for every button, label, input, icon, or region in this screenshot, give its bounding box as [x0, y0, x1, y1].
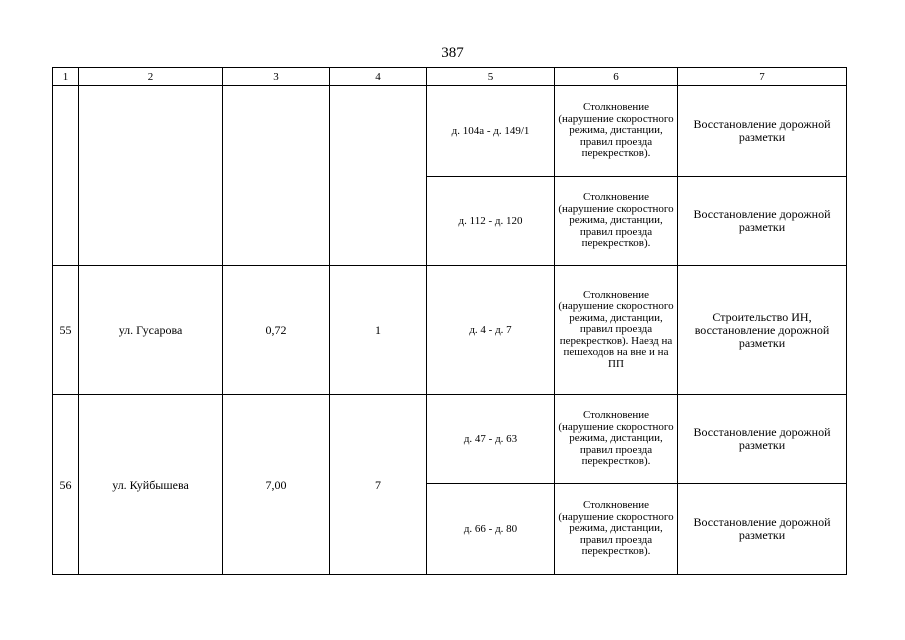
road-safety-table [52, 67, 847, 575]
accident-cell: Столкновение (нарушение скоростного режима, дистанции, правил проезда перекрестков). [555, 484, 678, 575]
count-cell: 1 [330, 266, 427, 395]
section-cell: д. 47 - д. 63 [427, 395, 555, 484]
section-cell: д. 104а - д. 149/1 [427, 86, 555, 177]
remedy-cell: Восстановление дорожной разметки [678, 484, 847, 575]
page-number: 387 [441, 45, 464, 61]
section-cell: д. 112 - д. 120 [427, 177, 555, 266]
header-cell: 2 [79, 68, 223, 86]
accident-cell: Столкновение (нарушение скоростного режима, дистанции, правил проезда перекрестков). [555, 86, 678, 177]
row-number-cell: 56 [53, 395, 79, 575]
header-cell: 3 [223, 68, 330, 86]
length-cell: 0,72 [223, 266, 330, 395]
header-cell: 1 [53, 68, 79, 86]
header-row [53, 68, 847, 86]
empty-cell [330, 86, 427, 266]
section-cell: д. 66 - д. 80 [427, 484, 555, 575]
accident-cell: Столкновение (нарушение скоростного режима, дистанции, правил проезда перекрестков). [555, 395, 678, 484]
remedy-cell: Строительство ИН, восстановление дорожной разметки [678, 266, 847, 395]
remedy-cell: Восстановление дорожной разметки [678, 177, 847, 266]
section-cell: д. 4 - д. 7 [427, 266, 555, 395]
remedy-cell: Восстановление дорожной разметки [678, 86, 847, 177]
accident-cell: Столкновение (нарушение скоростного режима, дистанции, правил проезда перекрестков). [555, 177, 678, 266]
header-cell: 4 [330, 68, 427, 86]
table-row [53, 266, 847, 395]
header-cell: 7 [678, 68, 847, 86]
header-cell: 6 [555, 68, 678, 86]
empty-cell [223, 86, 330, 266]
length-cell: 7,00 [223, 395, 330, 575]
empty-cell [53, 86, 79, 266]
count-cell: 7 [330, 395, 427, 575]
header-cell: 5 [427, 68, 555, 86]
row-number-cell: 55 [53, 266, 79, 395]
remedy-cell: Восстановление дорожной разметки [678, 395, 847, 484]
street-cell: ул. Гусарова [79, 266, 223, 395]
accident-cell: Столкновение (нарушение скоростного режима, дистанции, правил проезда перекрестков). Наезд на пешеходов на вне и на ПП [555, 266, 678, 395]
empty-cell [79, 86, 223, 266]
table-row [53, 86, 847, 177]
street-cell: ул. Куйбышева [79, 395, 223, 575]
table-row [53, 395, 847, 484]
